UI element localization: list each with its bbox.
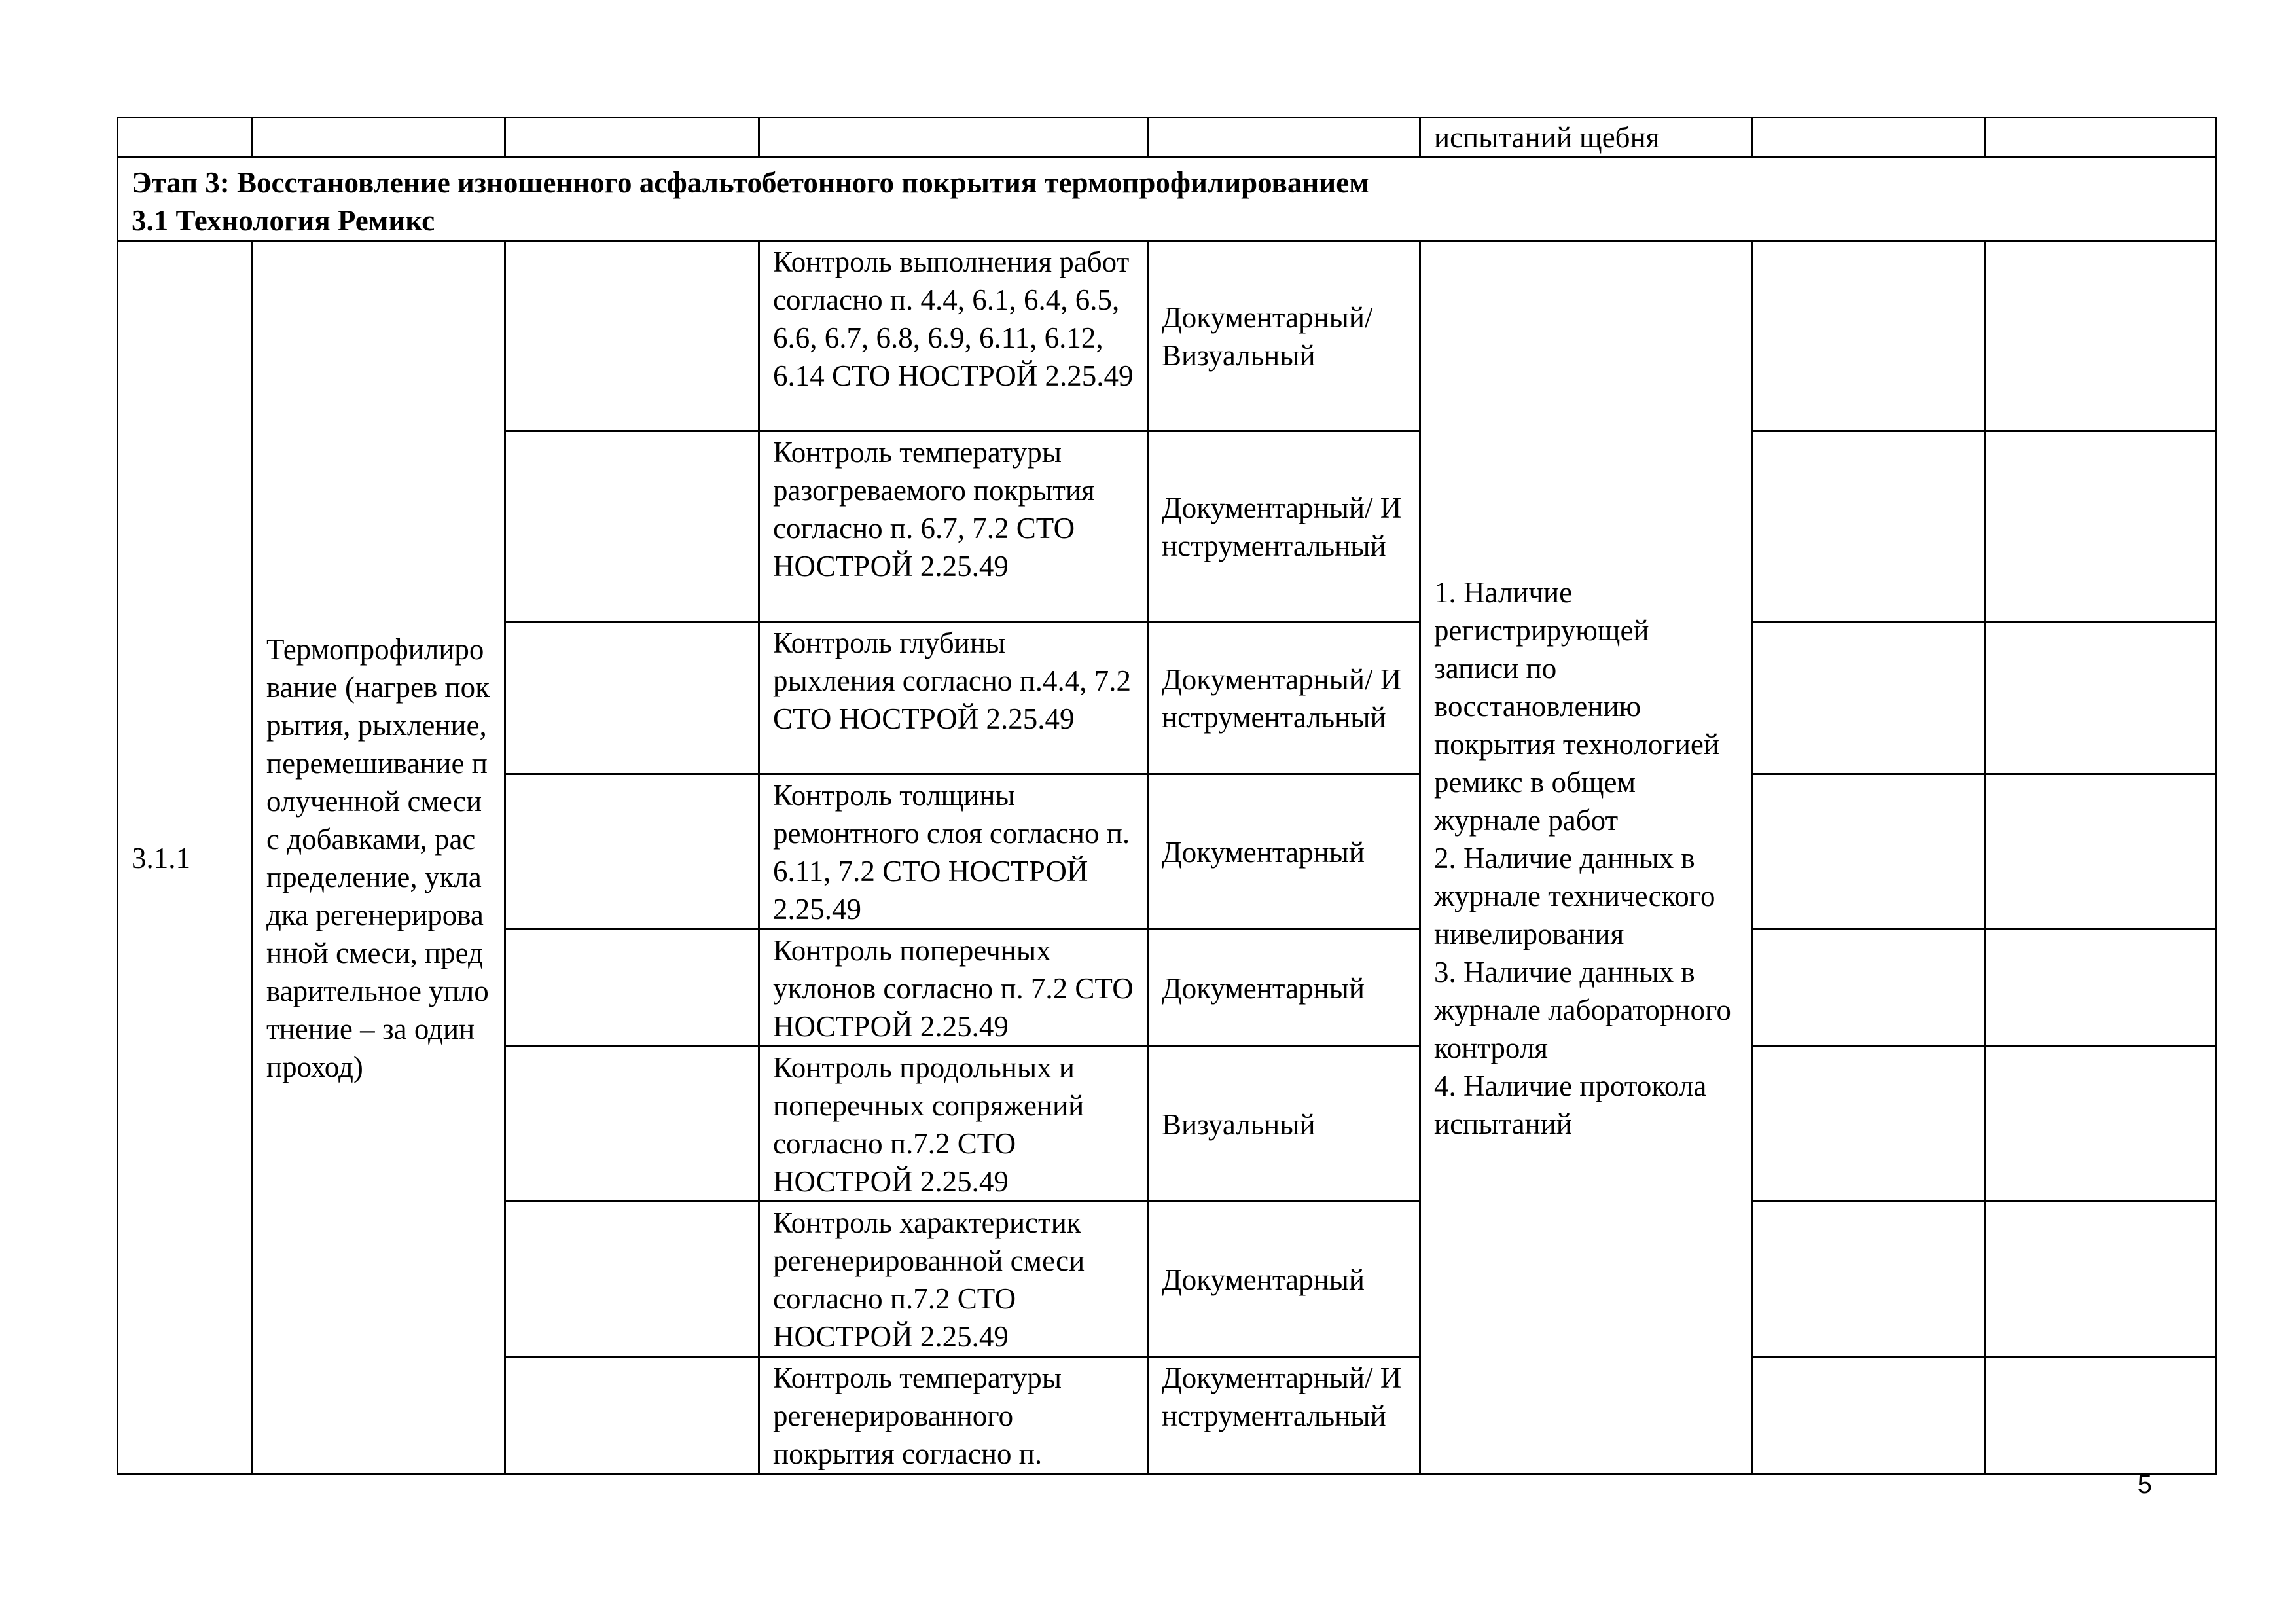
empty-cell — [505, 1047, 759, 1202]
requirement-item: 3. Наличие данных в журнале лабораторного контроля — [1434, 955, 1731, 1064]
empty-cell — [1985, 241, 2217, 431]
empty-cell — [1752, 774, 1985, 929]
requirements-cell — [1420, 241, 1752, 1474]
empty-cell — [1985, 1047, 2217, 1202]
empty-cell — [1752, 1047, 1985, 1202]
empty-cell — [1752, 431, 1985, 622]
empty-cell — [759, 118, 1148, 158]
empty-cell — [505, 774, 759, 929]
empty-cell — [1752, 118, 1985, 158]
inspection-table — [117, 117, 2217, 1475]
empty-cell — [253, 118, 505, 158]
continuation-row — [118, 118, 2217, 158]
method-cell: Документарный/ Инструментальный — [1148, 622, 1420, 774]
empty-cell — [1985, 774, 2217, 929]
empty-cell — [1985, 622, 2217, 774]
method-cell: Документарный — [1148, 1202, 1420, 1357]
stage-heading — [118, 158, 2217, 241]
control-cell: Контроль температуры регенерированного покрытия согласно п. — [759, 1357, 1148, 1474]
requirement-item: 2. Наличие данных в журнале технического нивелирования — [1434, 841, 1715, 950]
requirement-item: 1. Наличие регистрирующей записи по восстановлению покрытия технологией ремикс в общем журнале работ — [1434, 575, 1719, 837]
empty-cell — [505, 118, 759, 158]
requirement-item: 4. Наличие протокола испытаний — [1434, 1069, 1707, 1140]
empty-cell — [505, 622, 759, 774]
empty-cell — [1985, 431, 2217, 622]
stage-title: Этап 3: Восстановление изношенного асфальтобетонного покрытия термопрофилированием — [132, 166, 1369, 199]
item-number: 3.1.1 — [118, 241, 253, 1474]
control-cell: Контроль глубины рыхления согласно п.4.4, 7.2 СТО НОСТРОЙ 2.25.49 — [759, 622, 1148, 774]
empty-cell — [1985, 1357, 2217, 1474]
control-cell: Контроль толщины ремонтного слоя согласно п. 6.11, 7.2 СТО НОСТРОЙ 2.25.49 — [759, 774, 1148, 929]
empty-cell — [118, 118, 253, 158]
empty-cell — [1752, 622, 1985, 774]
empty-cell — [505, 241, 759, 431]
empty-cell — [505, 1202, 759, 1357]
empty-cell — [1985, 118, 2217, 158]
stage-subtitle: 3.1 Технология Ремикс — [132, 204, 435, 237]
control-cell: Контроль характеристик регенерированной смеси согласно п.7.2 СТО НОСТРОЙ 2.25.49 — [759, 1202, 1148, 1357]
method-cell: Документарный/ Инструментальный — [1148, 431, 1420, 622]
empty-cell — [1985, 1202, 2217, 1357]
documents-cell: испытаний щебня — [1420, 118, 1752, 158]
empty-cell — [1752, 1357, 1985, 1474]
page-number: 5 — [2137, 1470, 2152, 1499]
control-cell: Контроль продольных и поперечных сопряжений согласно п.7.2 СТО НОСТРОЙ 2.25.49 — [759, 1047, 1148, 1202]
empty-cell — [1752, 241, 1985, 431]
method-cell: Документарный — [1148, 774, 1420, 929]
empty-cell — [1752, 1202, 1985, 1357]
empty-cell — [1985, 929, 2217, 1047]
method-cell: Визуальный — [1148, 1047, 1420, 1202]
empty-cell — [505, 929, 759, 1047]
control-cell: Контроль выполнения работ согласно п. 4.4, 6.1, 6.4, 6.5, 6.6, 6.7, 6.8, 6.9, 6.11, 6.12, 6.14 СТО НОСТРОЙ 2.25.49 — [759, 241, 1148, 431]
control-cell: Контроль поперечных уклонов согласно п. 7.2 СТО НОСТРОЙ 2.25.49 — [759, 929, 1148, 1047]
method-cell: Документарный — [1148, 929, 1420, 1047]
stage-row — [118, 158, 2217, 241]
empty-cell — [505, 1357, 759, 1474]
method-cell: Документарный/ Инструментальный — [1148, 1357, 1420, 1474]
table-row — [118, 241, 2217, 431]
work-description: Термопрофилирование (нагрев покрытия, рыхление, перемешивание полученной смеси с добавками, распределение, укладка регенерированной смеси, предварительное уплотнение – за один проход) — [253, 241, 505, 1474]
empty-cell — [1752, 929, 1985, 1047]
method-cell: Документарный/ Визуальный — [1148, 241, 1420, 431]
control-cell: Контроль температуры разогреваемого покрытия согласно п. 6.7, 7.2 СТО НОСТРОЙ 2.25.49 — [759, 431, 1148, 622]
empty-cell — [1148, 118, 1420, 158]
empty-cell — [505, 431, 759, 622]
